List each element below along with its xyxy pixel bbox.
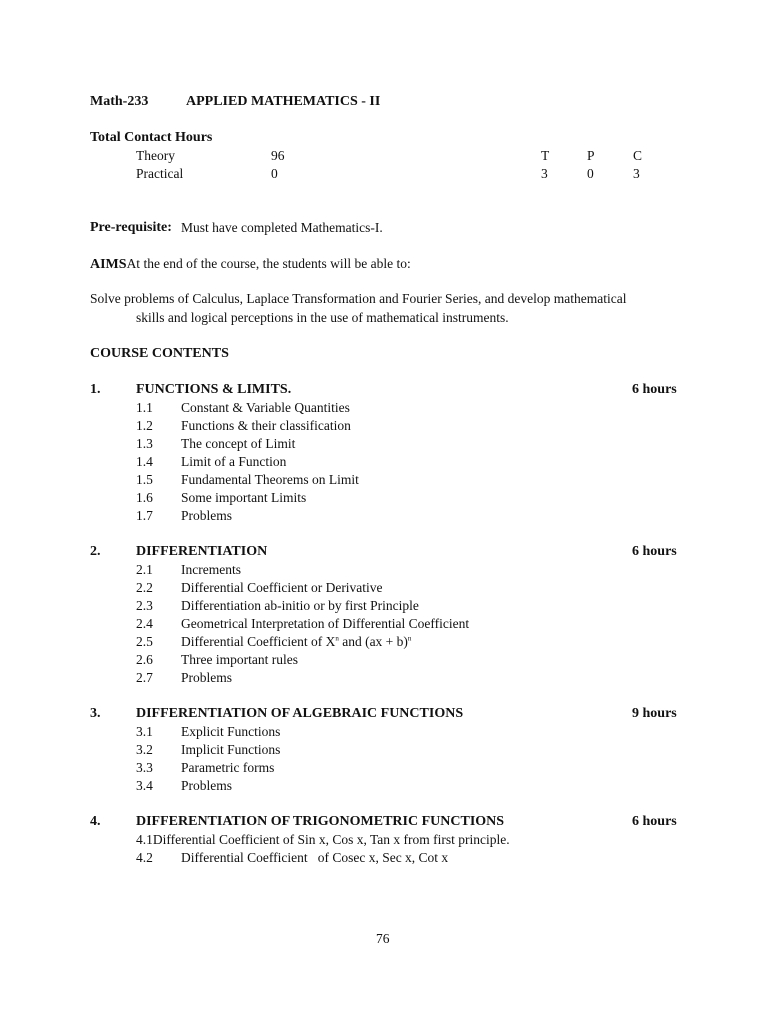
item-text: Explicit Functions <box>181 724 281 739</box>
item-number: 2.2 <box>136 580 153 595</box>
item-text: Some important Limits <box>181 490 307 505</box>
item-number: 1.2 <box>136 418 153 433</box>
prerequisite-text: Must have completed Mathematics-I. <box>181 220 383 235</box>
item-text-part: Differential Coefficient of X <box>181 634 336 649</box>
section-hours: 6 hours <box>632 382 677 397</box>
item-number: 1.7 <box>136 508 153 523</box>
t-value: 3 <box>541 166 548 181</box>
item-text: Geometrical Interpretation of Differential Coefficient <box>181 616 470 631</box>
item-text: Differentiation ab-initio or by first Principle <box>181 598 419 613</box>
item-number: 3.4 <box>136 778 153 793</box>
item-text: Problems <box>181 508 233 523</box>
aims-line <box>90 256 411 273</box>
item-number: 1.5 <box>136 472 153 487</box>
item-line <box>136 832 510 848</box>
item-text: Problems <box>181 670 233 685</box>
item-number: 2.6 <box>136 652 153 667</box>
item-text: Differential Coefficient of Cosec x, Sec x, Cot x <box>181 850 449 865</box>
aims-paragraph-line1: Solve problems of Calculus, Laplace Transformation and Fourier Series, and develop mathematical <box>90 291 627 306</box>
superscript: n <box>407 634 412 643</box>
aims-paragraph-line2: skills and logical perceptions in the use of mathematical instruments. <box>136 310 509 325</box>
item-number: 1.6 <box>136 490 153 505</box>
c-header: C <box>633 148 643 163</box>
item-number: 3.2 <box>136 742 153 757</box>
section-title: DIFFERENTIATION <box>136 544 268 559</box>
section-hours: 6 hours <box>632 544 677 559</box>
item-number: 4.2 <box>136 850 153 865</box>
item-number: 2.4 <box>136 616 153 631</box>
course-title: APPLIED MATHEMATICS - II <box>186 94 381 109</box>
item-number: 2.5 <box>136 634 153 649</box>
item-text: Differential Coefficient of Sin x, Cos x, Tan x from first principle. <box>152 832 510 847</box>
t-header: T <box>541 148 550 163</box>
item-text <box>181 634 411 650</box>
superscript: n <box>335 634 339 643</box>
section-title: FUNCTIONS & LIMITS. <box>136 382 292 397</box>
item-text: Implicit Functions <box>181 742 281 757</box>
section-number: 2. <box>90 544 101 559</box>
section-title: DIFFERENTIATION OF TRIGONOMETRIC FUNCTIONS <box>136 814 505 829</box>
c-value: 3 <box>633 166 640 181</box>
item-text: Limit of a Function <box>181 454 287 469</box>
item-number: 2.7 <box>136 670 153 685</box>
course-code: Math-233 <box>90 94 149 109</box>
section-hours: 6 hours <box>632 814 677 829</box>
item-text: Fundamental Theorems on Limit <box>181 472 359 487</box>
item-number: 4.1 <box>136 832 153 847</box>
page-number: 76 <box>376 931 390 946</box>
item-number: 2.1 <box>136 562 153 577</box>
item-number: 1.3 <box>136 436 153 451</box>
section-number: 4. <box>90 814 101 829</box>
item-text: Parametric forms <box>181 760 275 775</box>
item-text: Constant & Variable Quantities <box>181 400 350 415</box>
aims-text: At the end of the course, the students will be able to: <box>126 256 411 271</box>
practical-label: Practical <box>136 166 184 181</box>
item-text: Problems <box>181 778 233 793</box>
item-text: Increments <box>181 562 241 577</box>
section-hours: 9 hours <box>632 706 677 721</box>
item-text: Functions & their classification <box>181 418 351 433</box>
item-number: 1.1 <box>136 400 153 415</box>
item-number: 3.3 <box>136 760 153 775</box>
theory-label: Theory <box>136 148 175 163</box>
section-number: 1. <box>90 382 101 397</box>
item-text: Three important rules <box>181 652 298 667</box>
item-text: Differential Coefficient or Derivative <box>181 580 383 595</box>
p-header: P <box>587 148 595 163</box>
item-number: 2.3 <box>136 598 153 613</box>
prerequisite-label: Pre-requisite: <box>90 220 172 235</box>
section-number: 3. <box>90 706 101 721</box>
aims-label: AIMS <box>90 257 127 272</box>
theory-value: 96 <box>271 148 285 163</box>
item-text: The concept of Limit <box>181 436 296 451</box>
item-number: 3.1 <box>136 724 153 739</box>
practical-value: 0 <box>271 166 278 181</box>
course-contents-heading: COURSE CONTENTS <box>90 346 229 361</box>
item-text-part: and (ax + b) <box>338 634 408 649</box>
section-title: DIFFERENTIATION OF ALGEBRAIC FUNCTIONS <box>136 706 464 721</box>
p-value: 0 <box>587 166 594 181</box>
item-number: 1.4 <box>136 454 153 469</box>
contact-hours-heading: Total Contact Hours <box>90 130 213 145</box>
